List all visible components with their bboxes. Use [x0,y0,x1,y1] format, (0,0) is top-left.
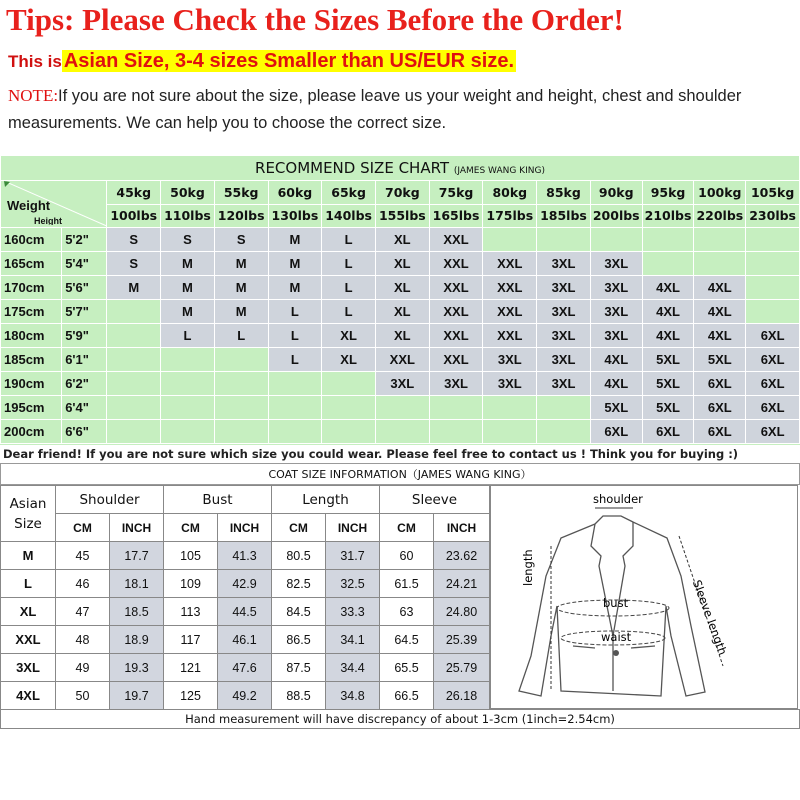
weight-lbs-7: 175lbs [483,204,537,228]
coat-row [1,682,490,710]
size-cell [161,420,215,444]
coat-value-inch: 31.7 [326,542,380,570]
weight-kg-0: 45kg [107,181,161,205]
weight-lbs-6: 165lbs [429,204,483,228]
size-cell: 5XL [642,348,694,372]
size-cell: 6XL [746,396,800,420]
size-cell: 3XL [590,252,642,276]
height-ft: 5'4" [62,252,107,276]
size-cell: XXL [429,348,483,372]
size-cell: 3XL [375,372,429,396]
coat-size: 3XL [1,654,56,682]
size-cell [642,228,694,252]
size-cell: 3XL [483,348,537,372]
size-chart-row [1,276,800,300]
coat-value-cm: 64.5 [380,626,434,654]
coat-value-inch: 47.6 [218,654,272,682]
size-cell: 3XL [429,372,483,396]
coat-value-inch: 23.62 [434,542,490,570]
size-cell: XXL [483,300,537,324]
shoulder-header: Shoulder [56,486,164,514]
coat-row [1,570,490,598]
size-cell [746,276,800,300]
left-pocket [573,646,595,648]
height-cm: 200cm [1,420,62,444]
size-cell: 3XL [537,372,591,396]
note-body: If you are not sure about the size, please leave us your weight and height, chest and shoulder measurements. We can help you to choose the correct size. [8,87,742,132]
weight-lbs-3: 130lbs [268,204,322,228]
size-cell: L [268,324,322,348]
weight-lbs-9: 200lbs [590,204,642,228]
size-cell [161,372,215,396]
coat-value-inch: 18.1 [110,570,164,598]
height-ft: 5'2" [62,228,107,252]
coat-size: 4XL [1,682,56,710]
size-cell: 4XL [590,372,642,396]
coat-size-title: COAT SIZE INFORMATION（JAMES WANG KING） [0,463,800,485]
coat-value-cm: 50 [56,682,110,710]
height-ft: 6'6" [62,420,107,444]
size-cell: 4XL [694,324,746,348]
size-cell [483,420,537,444]
weight-lbs-1: 110lbs [161,204,215,228]
size-cell [694,252,746,276]
size-cell: XL [375,228,429,252]
coat-value-inch: 33.3 [326,598,380,626]
coat-value-cm: 65.5 [380,654,434,682]
size-cell: 6XL [746,348,800,372]
size-cell: XL [375,300,429,324]
right-pocket [631,646,655,648]
height-cm: 190cm [1,372,62,396]
size-cell: M [268,276,322,300]
size-cell: L [214,324,268,348]
coat-value-cm: 84.5 [272,598,326,626]
size-cell [694,228,746,252]
size-cell: M [268,228,322,252]
size-chart-row [1,324,800,348]
coat-value-cm: 60 [380,542,434,570]
sleeve-length-label: Sleeve length [689,578,730,657]
coat-value-cm: 66.5 [380,682,434,710]
size-cell [590,228,642,252]
jacket-button [613,650,619,656]
size-cell [214,348,268,372]
length-label: length [521,549,535,586]
size-chart-row [1,372,800,396]
coat-value-inch: 34.1 [326,626,380,654]
size-cell: XXL [429,252,483,276]
weight-kg-6: 75kg [429,181,483,205]
weight-kg-1: 50kg [161,181,215,205]
height-cm: 170cm [1,276,62,300]
size-cell: 6XL [746,420,800,444]
coat-value-inch: 44.5 [218,598,272,626]
weight-kg-2: 55kg [214,181,268,205]
weight-lbs-8: 185lbs [537,204,591,228]
unit-inch: INCH [434,514,490,542]
size-chart-title: RECOMMEND SIZE CHART (JAMES WANG KING) [1,156,800,181]
size-cell: 4XL [642,276,694,300]
coat-value-inch: 25.39 [434,626,490,654]
coat-row [1,626,490,654]
sleeve-header: Sleeve [380,486,490,514]
weight-label: Weight [7,198,51,213]
coat-value-cm: 48 [56,626,110,654]
size-cell: 3XL [537,348,591,372]
height-cm: 180cm [1,324,62,348]
coat-value-inch: 26.18 [434,682,490,710]
weight-lbs-12: 230lbs [746,204,800,228]
asian-size-header: Asian Size [1,486,56,542]
size-cell [746,228,800,252]
hand-measurement-note: Hand measurement will have discrepancy of about 1-3cm (1inch=2.54cm) [0,709,800,729]
height-cm: 165cm [1,252,62,276]
bust-header: Bust [164,486,272,514]
size-cell: S [161,228,215,252]
height-ft: 6'2" [62,372,107,396]
size-cell: 4XL [590,348,642,372]
size-cell: 4XL [642,300,694,324]
coat-size-table [0,485,490,710]
size-cell: 6XL [694,396,746,420]
size-cell [537,396,591,420]
coat-value-inch: 34.4 [326,654,380,682]
height-ft: 5'9" [62,324,107,348]
weight-kg-5: 70kg [375,181,429,205]
size-cell: L [268,300,322,324]
size-cell [268,396,322,420]
weight-lbs-4: 140lbs [322,204,376,228]
size-cell: 3XL [590,324,642,348]
size-cell: XL [322,324,376,348]
coat-value-inch: 17.7 [110,542,164,570]
coat-value-inch: 25.79 [434,654,490,682]
size-cell: M [268,252,322,276]
size-cell: 3XL [590,276,642,300]
asian-highlight: Asian Size, 3-4 sizes Smaller than US/EUR size. [63,50,515,72]
coat-value-inch: 19.3 [110,654,164,682]
size-cell: XXL [483,324,537,348]
coat-row [1,654,490,682]
size-cell [642,252,694,276]
weight-kg-11: 100kg [694,181,746,205]
size-cell: M [214,276,268,300]
size-cell: 5XL [590,396,642,420]
size-cell: XL [375,324,429,348]
jacket-collar [595,516,633,524]
length-header: Length [272,486,380,514]
size-cell [107,396,161,420]
size-cell [537,228,591,252]
coat-value-cm: 87.5 [272,654,326,682]
size-cell: L [322,276,376,300]
size-cell: XXL [429,228,483,252]
coat-value-cm: 88.5 [272,682,326,710]
size-cell: XXL [483,276,537,300]
coat-value-inch: 49.2 [218,682,272,710]
weight-kg-4: 65kg [322,181,376,205]
jacket-diagram [490,485,798,709]
weight-lbs-2: 120lbs [214,204,268,228]
coat-row [1,598,490,626]
size-cell: M [107,276,161,300]
size-cell: XXL [483,252,537,276]
unit-cm: CM [56,514,110,542]
size-cell: 6XL [642,420,694,444]
size-cell: XXL [429,276,483,300]
coat-value-inch: 18.9 [110,626,164,654]
size-cell: 6XL [694,420,746,444]
size-cell: XXL [429,300,483,324]
weight-height-header [1,181,107,228]
coat-value-inch: 24.21 [434,570,490,598]
size-cell: L [322,228,376,252]
coat-value-inch: 18.5 [110,598,164,626]
size-cell: L [322,300,376,324]
size-cell: S [107,252,161,276]
weight-lbs-5: 155lbs [375,204,429,228]
height-ft: 5'6" [62,276,107,300]
height-ft: 5'7" [62,300,107,324]
dear-friend-note: Dear friend! If you are not sure which size you could wear. Please feel free to contact us ! Think you for buying :) [0,445,800,463]
coat-value-cm: 105 [164,542,218,570]
coat-value-cm: 61.5 [380,570,434,598]
size-cell: XL [322,348,376,372]
size-chart-table [0,155,800,444]
shoulder-label: shoulder [593,492,643,506]
size-cell: 6XL [746,372,800,396]
size-cell [746,252,800,276]
height-ft: 6'4" [62,396,107,420]
size-cell: M [161,300,215,324]
size-cell: M [161,252,215,276]
coat-size: XXL [1,626,56,654]
unit-inch: INCH [218,514,272,542]
size-cell [214,396,268,420]
coat-row [1,542,490,570]
weight-kg-10: 95kg [642,181,694,205]
size-cell [322,372,376,396]
coat-value-inch: 24.80 [434,598,490,626]
size-cell: L [322,252,376,276]
waist-label: waist [601,630,632,644]
size-cell: M [214,252,268,276]
size-cell [483,396,537,420]
size-cell: S [214,228,268,252]
size-cell: 4XL [694,276,746,300]
bust-label: bust [603,596,629,610]
height-cm: 195cm [1,396,62,420]
weight-kg-7: 80kg [483,181,537,205]
coat-value-inch: 32.5 [326,570,380,598]
recommend-size-chart [0,155,800,445]
height-cm: 185cm [1,348,62,372]
size-cell [268,420,322,444]
coat-value-cm: 49 [56,654,110,682]
coat-value-inch: 19.7 [110,682,164,710]
coat-value-cm: 80.5 [272,542,326,570]
size-cell [107,300,161,324]
size-chart-row [1,396,800,420]
size-cell: M [214,300,268,324]
size-cell [268,372,322,396]
coat-value-cm: 113 [164,598,218,626]
coat-value-cm: 86.5 [272,626,326,654]
weight-lbs-0: 100lbs [107,204,161,228]
coat-value-cm: 47 [56,598,110,626]
coat-value-cm: 46 [56,570,110,598]
size-cell: 3XL [590,300,642,324]
size-cell: L [268,348,322,372]
size-cell [537,420,591,444]
coat-value-cm: 45 [56,542,110,570]
size-cell: 4XL [694,300,746,324]
size-cell [375,420,429,444]
size-cell: 6XL [590,420,642,444]
size-chart-row [1,348,800,372]
height-ft: 6'1" [62,348,107,372]
jacket-lapel [591,522,633,636]
size-cell [161,396,215,420]
weight-kg-3: 60kg [268,181,322,205]
size-cell: XL [375,252,429,276]
size-cell [107,420,161,444]
size-cell: 4XL [642,324,694,348]
unit-cm: CM [380,514,434,542]
size-cell [107,348,161,372]
size-cell [107,372,161,396]
height-label: Height [34,217,62,225]
weight-kg-9: 90kg [590,181,642,205]
unit-inch: INCH [110,514,164,542]
asian-prefix: This is [8,52,62,71]
coat-value-inch: 42.9 [218,570,272,598]
weight-lbs-11: 220lbs [694,204,746,228]
coat-value-inch: 34.8 [326,682,380,710]
size-cell [375,396,429,420]
height-cm: 160cm [1,228,62,252]
unit-cm: CM [272,514,326,542]
size-chart-row [1,300,800,324]
size-cell [322,420,376,444]
size-cell: M [161,276,215,300]
size-cell: 6XL [694,372,746,396]
size-cell: L [161,324,215,348]
size-cell: XL [375,276,429,300]
size-cell [161,348,215,372]
note-label: NOTE: [8,86,59,105]
coat-value-cm: 125 [164,682,218,710]
coat-value-cm: 82.5 [272,570,326,598]
size-cell: 3XL [537,300,591,324]
size-cell: 6XL [746,324,800,348]
size-cell: XXL [429,324,483,348]
coat-value-inch: 41.3 [218,542,272,570]
height-cm: 175cm [1,300,62,324]
size-cell: 3XL [483,372,537,396]
coat-value-cm: 121 [164,654,218,682]
unit-cm: CM [164,514,218,542]
coat-value-inch: 46.1 [218,626,272,654]
size-chart-row [1,420,800,444]
asian-size-note [8,50,516,73]
coat-value-cm: 117 [164,626,218,654]
size-cell: 3XL [537,276,591,300]
size-cell [429,420,483,444]
size-cell: 5XL [642,372,694,396]
size-chart-row [1,252,800,276]
size-cell [483,228,537,252]
coat-value-cm: 63 [380,598,434,626]
coat-size: L [1,570,56,598]
weight-kg-12: 105kg [746,181,800,205]
size-cell [107,324,161,348]
weight-lbs-10: 210lbs [642,204,694,228]
size-cell: S [107,228,161,252]
size-chart-row [1,228,800,252]
tips-title: Tips: Please Check the Sizes Before the Order! [6,2,624,37]
note-text [8,82,798,137]
size-cell [429,396,483,420]
size-cell [746,300,800,324]
jacket-illustration [491,486,797,708]
size-cell [214,372,268,396]
coat-size: XL [1,598,56,626]
size-cell: 5XL [694,348,746,372]
size-cell: XXL [375,348,429,372]
coat-value-cm: 109 [164,570,218,598]
weight-kg-8: 85kg [537,181,591,205]
size-cell: 5XL [642,396,694,420]
size-cell [322,396,376,420]
size-cell: 3XL [537,324,591,348]
size-cell [214,420,268,444]
unit-inch: INCH [326,514,380,542]
size-cell: 3XL [537,252,591,276]
coat-size: M [1,542,56,570]
